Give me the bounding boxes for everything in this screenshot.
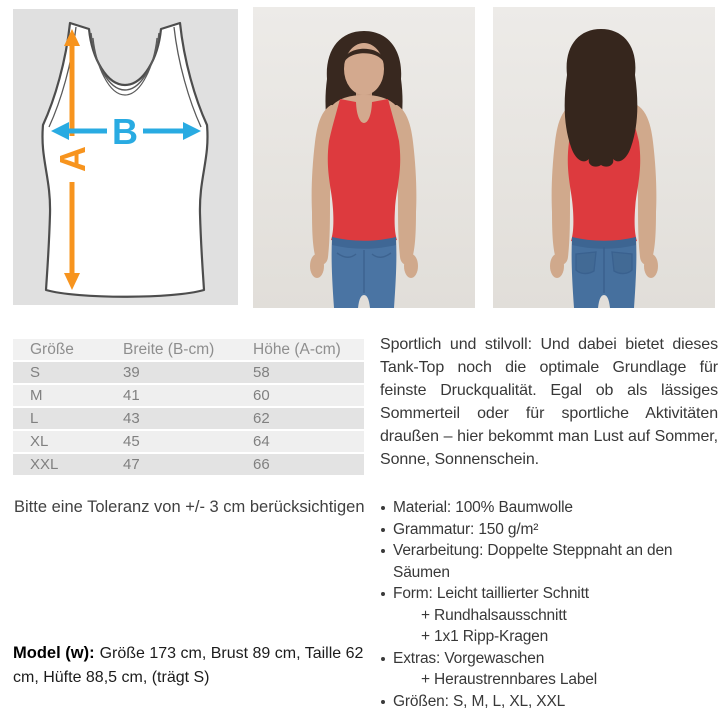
height-cell: 66 (236, 454, 364, 475)
model-back-illustration (493, 7, 715, 308)
size-diagram-panel (13, 9, 238, 305)
model-info (13, 641, 369, 690)
spec-subitem-label (380, 669, 718, 691)
spec-text: Grammatur: 150 g/m² (393, 519, 538, 541)
table-row (13, 454, 364, 475)
size-cell: XL (13, 431, 106, 452)
width-cell: 45 (106, 431, 236, 452)
left-back-pocket (576, 252, 596, 274)
tank-top-measurement-diagram (13, 9, 238, 305)
height-label: A (52, 146, 93, 172)
left-hand (310, 254, 324, 278)
size-table-header-row (13, 339, 364, 360)
table-row (13, 431, 364, 452)
model-photo-front (253, 7, 475, 308)
spec-text: Form: Leicht taillierter Schnitt (393, 583, 589, 605)
bullet-icon (381, 657, 385, 661)
spec-text: Größen: S, M, L, XL, XXL (393, 691, 565, 712)
size-cell: XXL (13, 454, 106, 475)
right-hand (644, 254, 658, 278)
product-description (380, 333, 718, 712)
spec-item-material (380, 497, 718, 519)
height-cell: 60 (236, 385, 364, 406)
width-col-header: Breite (B-cm) (106, 339, 236, 360)
model-info-details: Größe 173 cm, Brust 89 cm, Taille 62 cm, Hüfte 88,5 cm, (trägt S) (13, 645, 363, 686)
spec-item-form (380, 583, 718, 605)
width-cell: 47 (106, 454, 236, 475)
size-cell: L (13, 408, 106, 429)
spec-item-extras (380, 648, 718, 670)
spec-item-verarbeitung (380, 540, 718, 583)
spec-text: Verarbeitung: Doppelte Steppnaht an den Säumen (393, 540, 718, 583)
spec-text: Extras: Vorgewaschen (393, 648, 544, 670)
height-cell: 64 (236, 431, 364, 452)
size-cell: S (13, 362, 106, 383)
left-hand (550, 254, 564, 278)
table-row (13, 362, 364, 383)
tolerance-note: Bitte eine Toleranz von +/- 3 cm berücksichtigen (14, 498, 374, 517)
model-photo-back (493, 7, 715, 308)
table-row (13, 408, 364, 429)
intro-paragraph: Sportlich und stilvoll: Und dabei bietet dieses Tank-Top noch die optimale Grundlage für feinste Druckqualität. Egal ob als lässiges Sommerteil oder für sportliche Aktivitäten draußen – hier bekommt man Lust auf Sommer, Sonne, Sonnenschein. (380, 333, 718, 471)
width-cell: 43 (106, 408, 236, 429)
bullet-icon (381, 592, 385, 596)
size-col-header: Größe (13, 339, 106, 360)
spec-text: + 1x1 Ripp-Kragen (421, 626, 548, 648)
bullet-icon (381, 549, 385, 553)
table-row (13, 385, 364, 406)
model-front-illustration (253, 7, 475, 308)
right-hand (404, 254, 418, 278)
bullet-icon (381, 528, 385, 532)
width-cell: 39 (106, 362, 236, 383)
spec-item-groessen (380, 691, 718, 712)
spec-item-grammatur (380, 519, 718, 541)
model-info-label: Model (w): (13, 644, 95, 662)
height-col-header: Höhe (A-cm) (236, 339, 364, 360)
size-cell: M (13, 385, 106, 406)
spec-list (380, 497, 718, 712)
hair-back (565, 29, 638, 167)
width-cell: 41 (106, 385, 236, 406)
spec-text: + Heraustrennbares Label (421, 669, 597, 691)
size-table (13, 337, 364, 477)
bullet-icon (381, 506, 385, 510)
right-back-pocket (612, 252, 632, 274)
spec-subitem-rippkragen (380, 626, 718, 648)
spec-text: Material: 100% Baumwolle (393, 497, 573, 519)
height-cell: 62 (236, 408, 364, 429)
spec-subitem-rundhals (380, 605, 718, 627)
spec-text: + Rundhalsausschnitt (421, 605, 567, 627)
bullet-icon (381, 700, 385, 704)
width-label: B (112, 111, 138, 152)
height-cell: 58 (236, 362, 364, 383)
